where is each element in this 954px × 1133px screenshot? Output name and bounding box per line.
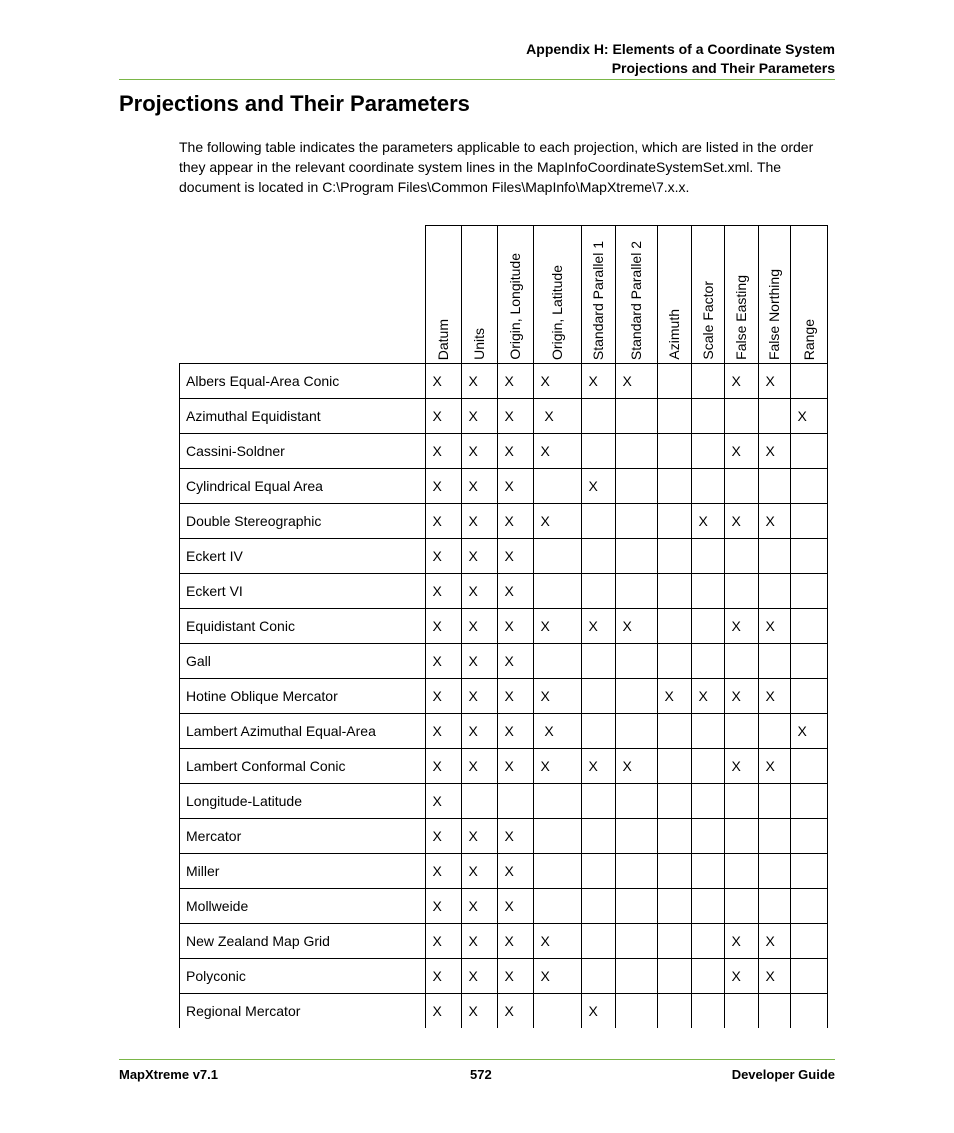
- parameter-cell: X: [790, 399, 827, 434]
- parameter-cell: [691, 539, 724, 574]
- table-row: [180, 644, 828, 679]
- table-row: [180, 364, 828, 399]
- parameter-cell: [691, 854, 724, 889]
- parameter-cell: X: [581, 364, 615, 399]
- column-header-label: Datum: [435, 318, 451, 360]
- parameter-cell: [790, 889, 827, 924]
- parameter-cell: [461, 784, 497, 819]
- parameter-cell: X: [497, 609, 533, 644]
- parameter-cell: [790, 749, 827, 784]
- column-header: [581, 226, 615, 364]
- parameter-cell: [691, 924, 724, 959]
- parameter-cell: [758, 644, 790, 679]
- parameter-cell: X: [425, 784, 461, 819]
- footer-rule: [119, 1059, 835, 1060]
- parameter-cell: X: [758, 959, 790, 994]
- parameter-cell: X: [615, 749, 657, 784]
- parameter-cell: X: [758, 679, 790, 714]
- parameter-cell: [758, 819, 790, 854]
- parameter-cell: X: [533, 364, 581, 399]
- parameter-cell: X: [724, 749, 758, 784]
- column-header: [790, 226, 827, 364]
- projection-name: Equidistant Conic: [180, 609, 426, 644]
- parameter-cell: X: [461, 644, 497, 679]
- parameter-cell: [790, 994, 827, 1029]
- table-row: [180, 749, 828, 784]
- projection-name: Gall: [180, 644, 426, 679]
- projection-name: Polyconic: [180, 959, 426, 994]
- parameter-cell: X: [497, 889, 533, 924]
- parameter-cell: [657, 364, 691, 399]
- projection-name: Albers Equal-Area Conic: [180, 364, 426, 399]
- parameter-cell: [615, 644, 657, 679]
- footer-guide: Developer Guide: [731, 1067, 835, 1082]
- parameter-cell: X: [425, 469, 461, 504]
- parameter-cell: X: [497, 644, 533, 679]
- projection-name: Azimuthal Equidistant: [180, 399, 426, 434]
- parameter-cell: X: [724, 609, 758, 644]
- parameter-cell: [581, 434, 615, 469]
- parameter-cell: [691, 399, 724, 434]
- parameter-cell: [691, 889, 724, 924]
- parameter-cell: [615, 924, 657, 959]
- parameter-cell: [581, 574, 615, 609]
- parameter-cell: X: [461, 574, 497, 609]
- parameter-cell: [691, 574, 724, 609]
- parameter-cell: [581, 924, 615, 959]
- parameter-cell: X: [691, 679, 724, 714]
- parameter-cell: [724, 994, 758, 1029]
- table-header-row: [180, 226, 828, 364]
- parameter-cell: [615, 399, 657, 434]
- column-header: [758, 226, 790, 364]
- column-header-label: Origin, Latitude: [549, 265, 565, 360]
- parameter-cell: X: [724, 364, 758, 399]
- parameter-cell: [724, 644, 758, 679]
- parameter-cell: X: [497, 994, 533, 1029]
- parameter-cell: [581, 854, 615, 889]
- projection-name: Cassini-Soldner: [180, 434, 426, 469]
- parameter-cell: [657, 819, 691, 854]
- parameter-cell: [790, 644, 827, 679]
- parameter-cell: X: [425, 539, 461, 574]
- column-header: [691, 226, 724, 364]
- column-header: [461, 226, 497, 364]
- column-header-label: Units: [471, 328, 487, 360]
- table-row: [180, 784, 828, 819]
- column-header-label: False Easting: [733, 275, 749, 360]
- parameter-cell: [758, 994, 790, 1029]
- parameter-cell: X: [461, 539, 497, 574]
- parameter-cell: [615, 434, 657, 469]
- parameter-cell: X: [615, 364, 657, 399]
- parameter-cell: X: [461, 959, 497, 994]
- parameter-cell: X: [425, 644, 461, 679]
- parameter-cell: X: [497, 854, 533, 889]
- parameter-cell: [790, 959, 827, 994]
- parameter-cell: [758, 784, 790, 819]
- parameter-cell: X: [461, 889, 497, 924]
- parameter-cell: [657, 469, 691, 504]
- parameter-cell: X: [497, 924, 533, 959]
- projection-name: Double Stereographic: [180, 504, 426, 539]
- parameter-cell: [724, 574, 758, 609]
- column-header: [657, 226, 691, 364]
- parameter-cell: X: [533, 749, 581, 784]
- parameter-cell: [657, 434, 691, 469]
- parameter-cell: [581, 959, 615, 994]
- header-rule: [119, 79, 835, 80]
- parameter-cell: [615, 504, 657, 539]
- parameter-cell: X: [461, 854, 497, 889]
- parameter-cell: X: [497, 539, 533, 574]
- parameter-cell: [615, 469, 657, 504]
- parameter-cell: [691, 364, 724, 399]
- parameter-cell: [691, 469, 724, 504]
- parameter-cell: X: [425, 959, 461, 994]
- parameter-cell: X: [425, 749, 461, 784]
- parameter-cell: [581, 644, 615, 679]
- parameter-cell: X: [461, 364, 497, 399]
- parameter-cell: X: [533, 504, 581, 539]
- parameter-cell: X: [533, 434, 581, 469]
- parameter-cell: [581, 679, 615, 714]
- parameter-cell: [615, 994, 657, 1029]
- column-header-label: Azimuth: [666, 309, 682, 360]
- parameter-cell: X: [425, 609, 461, 644]
- table-row: [180, 994, 828, 1029]
- parameter-cell: [657, 994, 691, 1029]
- parameter-cell: X: [425, 574, 461, 609]
- parameter-cell: [533, 574, 581, 609]
- parameter-cell: [533, 889, 581, 924]
- parameter-cell: [790, 679, 827, 714]
- parameter-cell: X: [533, 924, 581, 959]
- parameter-cell: X: [758, 434, 790, 469]
- projection-name: Mercator: [180, 819, 426, 854]
- parameter-cell: X: [497, 679, 533, 714]
- table-row: [180, 469, 828, 504]
- parameter-cell: [581, 539, 615, 574]
- parameter-cell: [533, 539, 581, 574]
- parameter-cell: X: [461, 924, 497, 959]
- parameter-cell: X: [461, 679, 497, 714]
- header-chapter: Appendix H: Elements of a Coordinate System: [526, 41, 835, 57]
- table-row: [180, 714, 828, 749]
- parameter-cell: [657, 784, 691, 819]
- column-header: [497, 226, 533, 364]
- parameter-cell: [691, 959, 724, 994]
- parameter-cell: [581, 714, 615, 749]
- parameter-cell: [724, 854, 758, 889]
- page-number: 572: [470, 1067, 492, 1082]
- parameter-cell: X: [724, 924, 758, 959]
- parameter-cell: [615, 889, 657, 924]
- parameter-cell: X: [758, 504, 790, 539]
- table-row: [180, 399, 828, 434]
- parameter-cell: X: [758, 749, 790, 784]
- parameter-cell: X: [461, 469, 497, 504]
- projection-name: New Zealand Map Grid: [180, 924, 426, 959]
- parameter-cell: [657, 889, 691, 924]
- parameter-cell: [691, 819, 724, 854]
- parameter-cell: [657, 714, 691, 749]
- column-header: [425, 226, 461, 364]
- table-row: [180, 959, 828, 994]
- parameter-cell: [581, 889, 615, 924]
- projection-name: Cylindrical Equal Area: [180, 469, 426, 504]
- parameter-cell: X: [533, 959, 581, 994]
- parameter-cell: X: [615, 609, 657, 644]
- parameter-cell: X: [497, 364, 533, 399]
- projection-name: Lambert Conformal Conic: [180, 749, 426, 784]
- table-body: [180, 364, 828, 1029]
- parameter-cell: X: [425, 924, 461, 959]
- parameter-cell: X: [497, 714, 533, 749]
- parameter-cell: X: [497, 434, 533, 469]
- parameter-cell: X: [425, 504, 461, 539]
- parameter-cell: [724, 399, 758, 434]
- parameter-cell: [691, 749, 724, 784]
- intro-paragraph: The following table indicates the parameters applicable to each projection, which are listed in the order they appear in the relevant coordinate system lines in the MapInfoCoordinateSystemSet.xml. The document is located in C:\Program Files\Common Files\MapInfo\MapXtreme\7.x.x.: [179, 139, 814, 195]
- parameter-cell: [724, 784, 758, 819]
- parameter-cell: X: [461, 609, 497, 644]
- parameter-cell: [657, 644, 691, 679]
- parameter-cell: X: [533, 679, 581, 714]
- parameter-cell: X: [497, 819, 533, 854]
- parameter-cell: [758, 399, 790, 434]
- parameter-cell: [533, 994, 581, 1029]
- parameter-cell: X: [497, 504, 533, 539]
- parameter-cell: X: [497, 749, 533, 784]
- column-header: [615, 226, 657, 364]
- parameter-cell: [533, 469, 581, 504]
- parameter-cell: [657, 609, 691, 644]
- parameter-cell: [657, 959, 691, 994]
- parameter-cell: X: [461, 504, 497, 539]
- parameter-cell: [691, 609, 724, 644]
- parameter-cell: X: [425, 854, 461, 889]
- parameter-cell: [724, 819, 758, 854]
- parameter-cell: [615, 539, 657, 574]
- parameter-cell: X: [533, 714, 581, 749]
- parameter-cell: X: [758, 364, 790, 399]
- parameter-cell: [691, 784, 724, 819]
- column-header: [724, 226, 758, 364]
- parameter-cell: [790, 434, 827, 469]
- parameter-cell: [790, 364, 827, 399]
- parameter-cell: X: [691, 504, 724, 539]
- parameter-cell: [657, 504, 691, 539]
- projection-name: Mollweide: [180, 889, 426, 924]
- parameter-cell: [533, 854, 581, 889]
- parameter-cell: [691, 644, 724, 679]
- column-header-label: Origin, Longitude: [507, 253, 523, 360]
- parameter-cell: [691, 714, 724, 749]
- parameter-cell: [615, 679, 657, 714]
- parameter-cell: X: [581, 749, 615, 784]
- parameter-cell: X: [497, 399, 533, 434]
- parameter-cell: [758, 469, 790, 504]
- parameter-cell: [581, 504, 615, 539]
- parameter-cell: X: [461, 819, 497, 854]
- table-row: [180, 854, 828, 889]
- parameter-cell: [533, 819, 581, 854]
- parameter-cell: [581, 784, 615, 819]
- parameter-cell: [581, 399, 615, 434]
- parameter-cell: [790, 854, 827, 889]
- parameter-cell: [657, 399, 691, 434]
- parameter-cell: X: [425, 364, 461, 399]
- parameter-cell: X: [497, 959, 533, 994]
- parameter-cell: [615, 784, 657, 819]
- parameter-cell: [724, 714, 758, 749]
- parameter-cell: [724, 889, 758, 924]
- parameter-cell: X: [724, 504, 758, 539]
- column-header-label: Scale Factor: [699, 281, 716, 360]
- parameter-cell: [724, 539, 758, 574]
- column-header-label: Standard Parallel 1: [590, 240, 606, 360]
- parameter-cell: X: [461, 994, 497, 1029]
- table-row: [180, 924, 828, 959]
- parameter-cell: X: [425, 399, 461, 434]
- table-row: [180, 609, 828, 644]
- parameter-cell: X: [425, 434, 461, 469]
- table-row: [180, 819, 828, 854]
- parameter-cell: X: [657, 679, 691, 714]
- projection-name: Regional Mercator: [180, 994, 426, 1029]
- table-row: [180, 889, 828, 924]
- parameter-cell: X: [425, 889, 461, 924]
- parameter-cell: [724, 469, 758, 504]
- parameter-cell: [615, 959, 657, 994]
- parameter-cell: X: [790, 714, 827, 749]
- table-row: [180, 574, 828, 609]
- parameter-cell: [657, 749, 691, 784]
- footer-product: MapXtreme v7.1: [119, 1067, 218, 1082]
- parameter-cell: X: [724, 434, 758, 469]
- parameter-cell: [533, 644, 581, 679]
- parameter-cell: [657, 574, 691, 609]
- projection-name: Longitude-Latitude: [180, 784, 426, 819]
- parameter-cell: X: [724, 679, 758, 714]
- column-header: [533, 226, 581, 364]
- parameter-cell: [758, 539, 790, 574]
- parameter-cell: X: [425, 714, 461, 749]
- parameter-cell: X: [581, 469, 615, 504]
- parameter-cell: X: [581, 994, 615, 1029]
- projection-name: Lambert Azimuthal Equal-Area: [180, 714, 426, 749]
- projection-name: Eckert IV: [180, 539, 426, 574]
- parameter-cell: [581, 819, 615, 854]
- header-blank-cell: [180, 226, 426, 364]
- parameter-cell: X: [758, 609, 790, 644]
- parameter-cell: [691, 434, 724, 469]
- parameter-cell: [758, 714, 790, 749]
- projection-name: Eckert VI: [180, 574, 426, 609]
- parameter-cell: X: [461, 434, 497, 469]
- parameter-cell: X: [497, 574, 533, 609]
- parameter-cell: [615, 819, 657, 854]
- parameter-cell: [615, 854, 657, 889]
- parameter-cell: [691, 994, 724, 1029]
- parameter-cell: [533, 784, 581, 819]
- parameter-cell: [657, 924, 691, 959]
- header-section: Projections and Their Parameters: [611, 60, 835, 76]
- parameter-cell: [657, 854, 691, 889]
- parameter-cell: [790, 784, 827, 819]
- parameter-cell: [790, 469, 827, 504]
- parameter-cell: [790, 504, 827, 539]
- parameter-cell: X: [461, 714, 497, 749]
- parameter-cell: X: [425, 819, 461, 854]
- parameter-cell: X: [425, 679, 461, 714]
- parameter-cell: X: [425, 994, 461, 1029]
- parameter-cell: X: [581, 609, 615, 644]
- parameter-cell: X: [533, 399, 581, 434]
- parameter-cell: [790, 924, 827, 959]
- column-header-label: Standard Parallel 2: [628, 240, 644, 360]
- parameter-cell: [790, 609, 827, 644]
- projection-name: Miller: [180, 854, 426, 889]
- table-row: [180, 504, 828, 539]
- page-title: Projections and Their Parameters: [119, 91, 470, 116]
- parameter-cell: X: [461, 399, 497, 434]
- table-row: [180, 679, 828, 714]
- parameter-cell: [497, 784, 533, 819]
- parameter-cell: [758, 889, 790, 924]
- parameter-cell: [758, 574, 790, 609]
- parameter-cell: X: [758, 924, 790, 959]
- parameter-cell: [790, 539, 827, 574]
- parameter-cell: [615, 574, 657, 609]
- column-header-label: Range: [800, 318, 817, 360]
- parameter-cell: [790, 574, 827, 609]
- running-header: [526, 40, 835, 78]
- column-header-label: False Northing: [766, 268, 782, 360]
- parameter-cell: X: [497, 469, 533, 504]
- parameter-cell: [790, 819, 827, 854]
- parameter-cell: [657, 539, 691, 574]
- table-row: [180, 539, 828, 574]
- projection-parameters-table: [179, 225, 828, 1028]
- parameter-cell: [758, 854, 790, 889]
- projection-name: Hotine Oblique Mercator: [180, 679, 426, 714]
- parameter-cell: [615, 714, 657, 749]
- parameter-cell: X: [533, 609, 581, 644]
- parameter-cell: X: [724, 959, 758, 994]
- table-row: [180, 434, 828, 469]
- parameter-cell: X: [461, 749, 497, 784]
